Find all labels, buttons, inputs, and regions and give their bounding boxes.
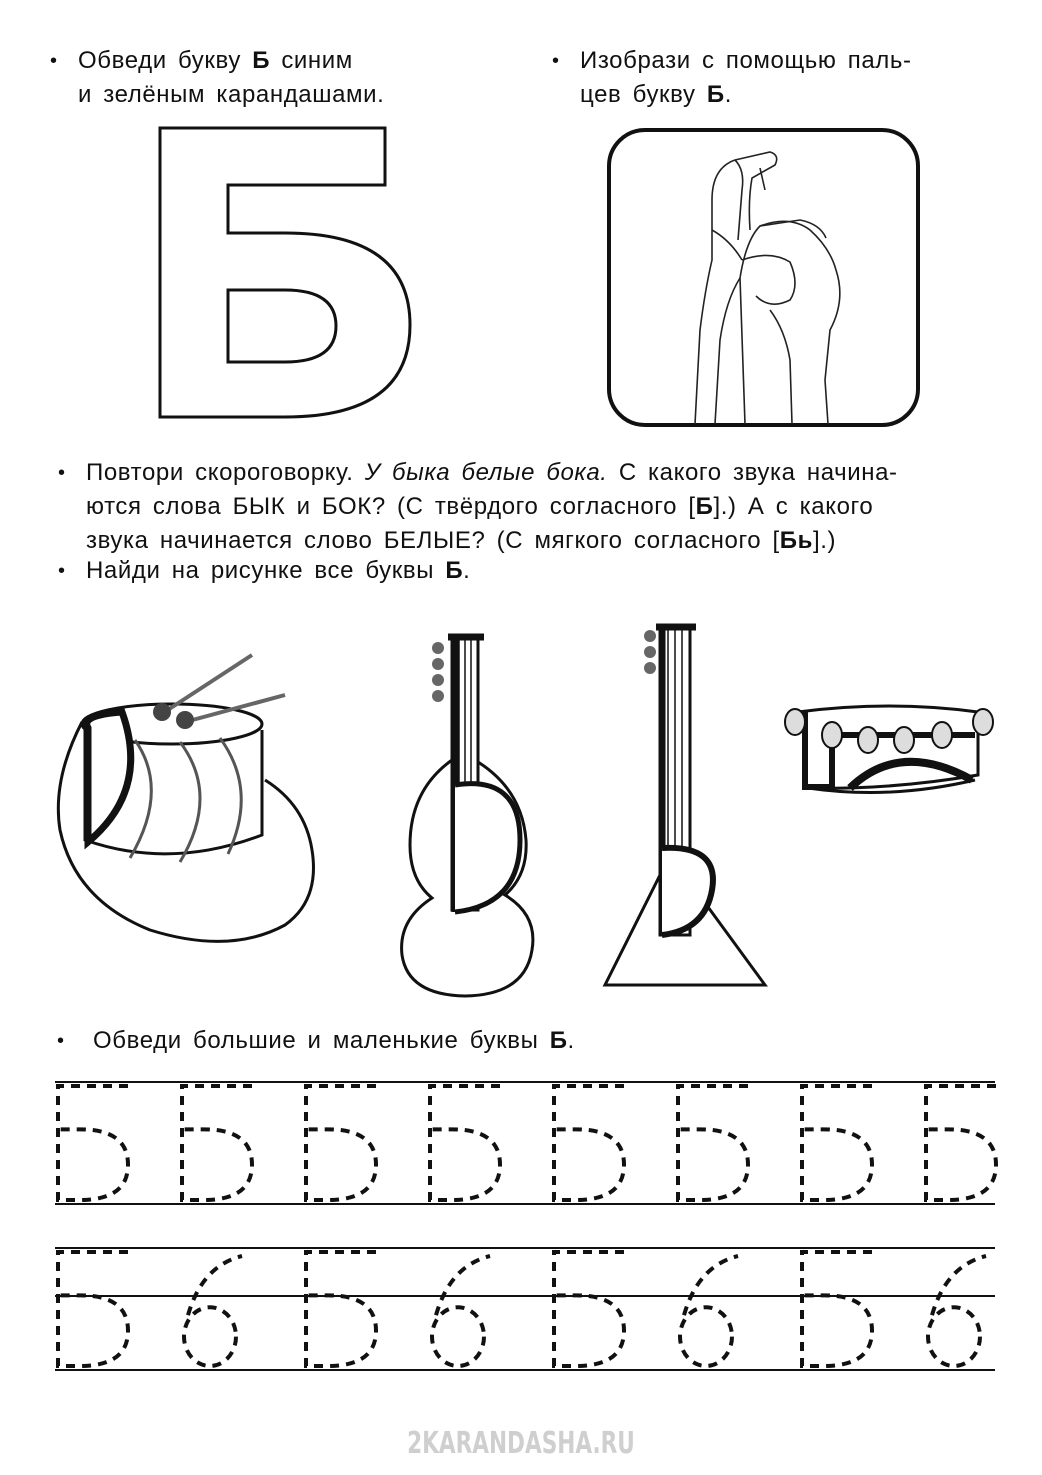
traced-capital-b <box>430 1086 500 1200</box>
traced-capital-b <box>802 1086 872 1200</box>
traced-small-b <box>184 1256 242 1366</box>
traced-capital-b <box>678 1086 748 1200</box>
traced-capital-b <box>554 1086 624 1200</box>
traced-capital-b <box>306 1086 376 1200</box>
traced-capital-b <box>926 1086 996 1200</box>
traced-capital-b <box>802 1252 872 1366</box>
task-trace-letter: • Обведи букву Б синим и зелёным карандашами. <box>78 44 384 112</box>
task-tongue-twister: • Повтори скороговорку. У быка белые бока. С какого звука начина- ются слова БЫК и БОК? (С твёрдого согласного [Б].) А с какого звука начинается слово БЕЛЫЕ? (С мягкого согласного [Бь].) <box>86 456 1006 558</box>
traced-capital-b <box>58 1086 128 1200</box>
task-find-letters: • Найди на рисунке все буквы Б. <box>86 554 470 588</box>
watermark: 2KARANDASHA.RU <box>407 1426 635 1461</box>
traced-capital-b <box>58 1252 128 1366</box>
bullet: • <box>552 50 560 72</box>
bullet: • <box>57 1030 65 1052</box>
traced-small-b <box>928 1256 986 1366</box>
traced-small-b <box>680 1256 738 1366</box>
tambourine-icon <box>785 706 993 793</box>
task-trace-big-small: • Обведи большие и маленькие буквы Б. <box>93 1024 575 1058</box>
balalaika-icon <box>605 625 765 985</box>
task-finger-letter: • Изобрази с помощью паль- цев букву Б. <box>580 44 912 112</box>
bullet: • <box>50 50 58 72</box>
drum-icon <box>58 655 313 941</box>
traced-capital-b <box>554 1252 624 1366</box>
traced-small-b <box>432 1256 490 1366</box>
traced-capital-b <box>182 1086 252 1200</box>
bullet: • <box>58 462 66 484</box>
bullet: • <box>58 560 66 582</box>
traced-capital-b <box>306 1252 376 1366</box>
guitar-icon <box>402 635 533 996</box>
